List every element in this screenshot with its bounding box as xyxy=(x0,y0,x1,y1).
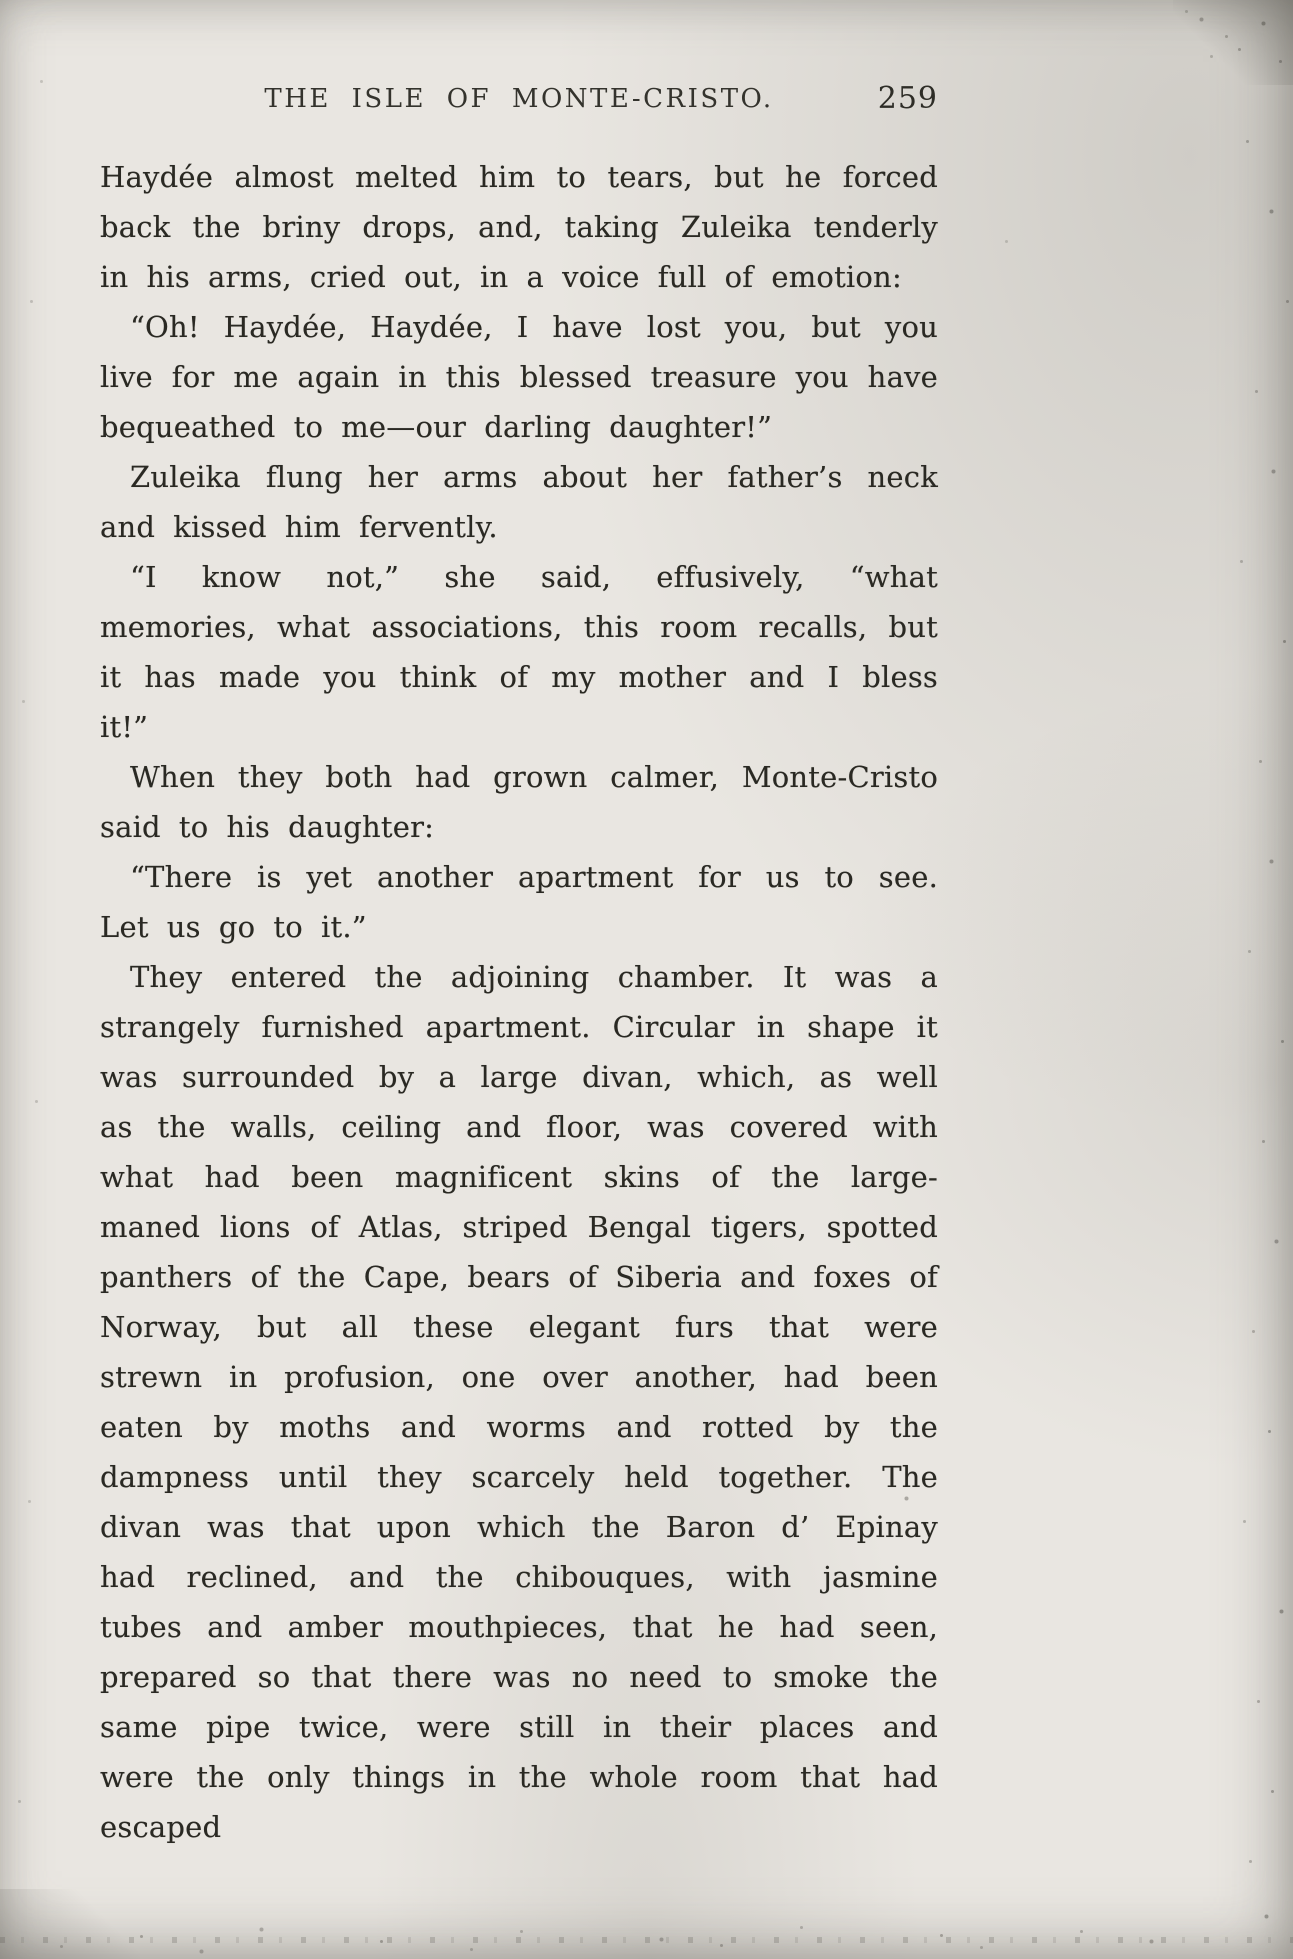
scan-noise-bottom xyxy=(0,0,3,3)
paragraph: They entered the adjoining chamber. It was a strangely furnished apartment. Circular in shape it was surrounded by a large divan, which, as well as the walls, ceiling and floor, was covered with what had been magnificent skins of the large-maned lions of Atlas, striped Bengal tigers, spotted panthers of the Cape, bears of Siberia and foxes of Norway, but all these elegant furs that were strewn in profusion, one over another, had been eaten by moths and worms and rotted by the dampness until they scarcely held together. The divan was that upon which the Baron d’ Epinay had reclined, and the chibouques, with jasmine tubes and amber mouthpieces, that he had seen, prepared so that there was no need to smoke the same pipe twice, were still in their places and were the only things in the whole room that had escaped xyxy=(100,960,938,1844)
paragraph: “I know not,” she said, effusively, “what memories, what associations, this room recalls, but it has made you think of my mother and I bless it!” xyxy=(100,560,938,744)
paragraph: “There is yet another apartment for us to see. Let us go to it.” xyxy=(100,860,938,944)
text-block xyxy=(100,81,938,1852)
paragraph: When they both had grown calmer, Monte-Cristo said to his daughter: xyxy=(100,760,938,844)
page-number: 259 xyxy=(877,81,938,116)
paragraph: “Oh! Haydée, Haydée, I have lost you, but you live for me again in this blessed treasure you have bequeathed to me—our darling daughter!” xyxy=(100,310,938,444)
paragraph: Zuleika flung her arms about her father’s neck and kissed him fervently. xyxy=(100,460,938,544)
running-title: THE ISLE OF MONTE-CRISTO. xyxy=(264,84,774,114)
scan-smudge-top-right xyxy=(1173,0,1293,85)
paragraph: Haydée almost melted him to tears, but he forced back the briny drops, and, taking Zuleika tenderly in his arms, cried out, in a voice full of emotion: xyxy=(100,160,938,294)
scan-smudge-bottom-left xyxy=(0,1889,140,1959)
page-header xyxy=(100,81,938,128)
scan-edge-grit xyxy=(0,1937,1293,1943)
body-text xyxy=(100,152,938,1852)
